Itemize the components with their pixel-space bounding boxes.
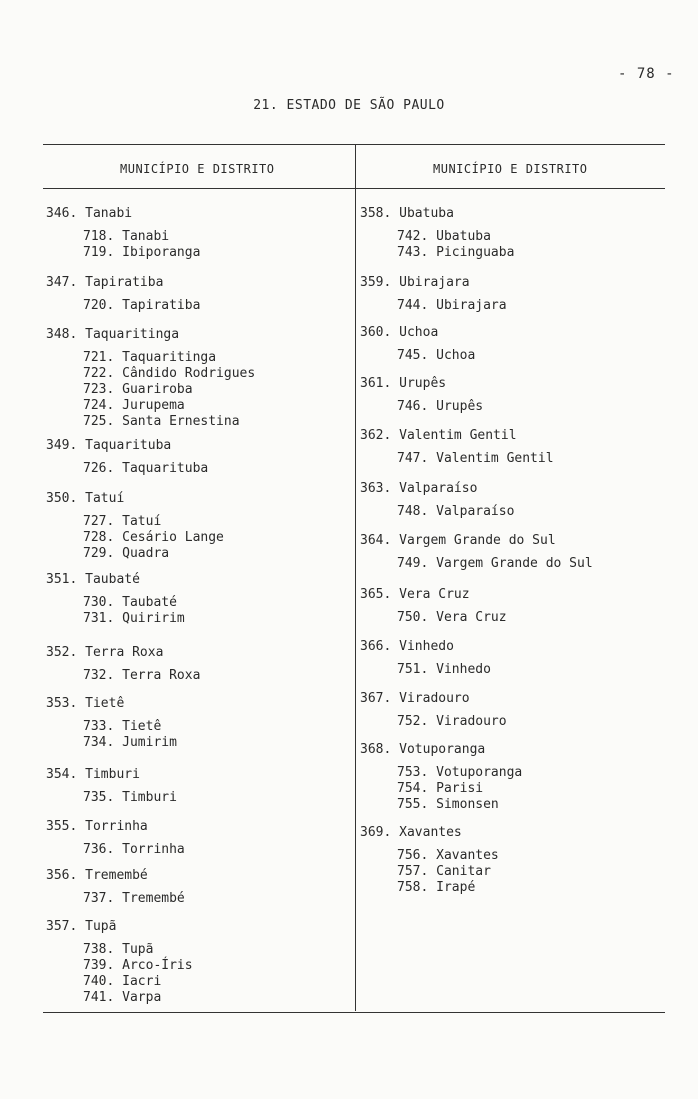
municipio-name: 349. Taquarituba (46, 438, 172, 453)
distrito-list (360, 556, 593, 572)
municipio-name: 359. Ubirajara (360, 275, 470, 290)
column-header-right: MUNICÍPIO E DISTRITO (433, 162, 588, 176)
distrito-item: 728. Cesário Lange (83, 530, 224, 545)
distrito-list (46, 229, 200, 261)
distrito-item: 723. Guariroba (83, 382, 193, 397)
column-divider (355, 144, 356, 1011)
distrito-item: 737. Tremembé (83, 891, 185, 906)
municipio-name: 346. Tanabi (46, 206, 133, 221)
municipio-entry (360, 205, 514, 261)
municipio-name: 366. Vinhedo (360, 639, 454, 654)
municipio-entry (46, 644, 200, 684)
distrito-item: 757. Canitar (397, 864, 491, 879)
distrito-item: 730. Taubaté (83, 595, 177, 610)
distrito-item: 719. Ibiporanga (83, 245, 201, 260)
header-bottom-rule (43, 188, 665, 189)
distrito-list (360, 662, 491, 678)
distrito-item: 739. Arco-Íris (83, 958, 193, 973)
municipio-entry (46, 818, 185, 858)
distrito-item: 744. Ubirajara (397, 298, 507, 313)
distrito-item: 743. Picinguaba (397, 245, 515, 260)
distrito-item: 756. Xavantes (397, 848, 499, 863)
municipio-name: 350. Tatuí (46, 491, 125, 506)
municipio-entry (360, 324, 475, 364)
municipio-entry (46, 918, 193, 1006)
distrito-item: 753. Votuporanga (397, 765, 523, 780)
municipio-entry (360, 427, 554, 467)
municipio-entry (360, 638, 491, 678)
distrito-item: 747. Valentim Gentil (397, 451, 554, 466)
municipio-name: 356. Tremembé (46, 868, 148, 883)
distrito-list (46, 842, 185, 858)
distrito-list (360, 399, 483, 415)
municipio-entry (46, 274, 200, 314)
municipio-name: 351. Taubaté (46, 572, 140, 587)
municipio-entry (46, 766, 177, 806)
municipio-entry (46, 326, 255, 430)
distrito-list (46, 595, 185, 627)
distrito-item: 724. Jurupema (83, 398, 185, 413)
municipio-entry (360, 741, 522, 813)
distrito-list (46, 719, 177, 751)
distrito-item: 758. Irapé (397, 880, 476, 895)
distrito-list (46, 350, 255, 430)
page-number: - 78 - (618, 66, 675, 82)
distrito-item: 732. Terra Roxa (83, 668, 201, 683)
municipio-name: 347. Tapiratiba (46, 275, 164, 290)
distrito-item: 740. Iacri (83, 974, 162, 989)
distrito-item: 749. Vargem Grande do Sul (397, 556, 593, 571)
municipio-entry (46, 437, 208, 477)
distrito-item: 729. Quadra (83, 546, 170, 561)
distrito-list (360, 451, 554, 467)
municipio-name: 364. Vargem Grande do Sul (360, 533, 556, 548)
distrito-item: 727. Tatuí (83, 514, 162, 529)
municipio-name: 348. Taquaritinga (46, 327, 180, 342)
distrito-list (360, 848, 499, 896)
municipio-entry (360, 532, 593, 572)
municipio-entry (46, 867, 185, 907)
municipio-entry (360, 690, 507, 730)
distrito-list (360, 610, 507, 626)
distrito-item: 720. Tapiratiba (83, 298, 201, 313)
municipio-entry (46, 205, 200, 261)
distrito-item: 742. Ubatuba (397, 229, 491, 244)
municipio-entry (46, 490, 224, 562)
municipio-name: 368. Votuporanga (360, 742, 486, 757)
distrito-item: 735. Timburi (83, 790, 177, 805)
distrito-item: 745. Uchoa (397, 348, 476, 363)
distrito-item: 754. Parisi (397, 781, 484, 796)
municipio-entry (360, 274, 507, 314)
municipio-name: 352. Terra Roxa (46, 645, 164, 660)
distrito-list (360, 348, 475, 364)
municipio-name: 361. Urupês (360, 376, 447, 391)
distrito-list (360, 714, 507, 730)
distrito-item: 718. Tanabi (83, 229, 170, 244)
municipio-entry (360, 375, 483, 415)
distrito-item: 726. Taquarituba (83, 461, 209, 476)
distrito-item: 722. Cândido Rodrigues (83, 366, 256, 381)
municipio-name: 353. Tietê (46, 696, 125, 711)
distrito-item: 746. Urupês (397, 399, 484, 414)
municipio-name: 369. Xavantes (360, 825, 462, 840)
municipio-name: 367. Viradouro (360, 691, 470, 706)
distrito-item: 741. Varpa (83, 990, 162, 1005)
municipio-name: 358. Ubatuba (360, 206, 454, 221)
municipio-name: 355. Torrinha (46, 819, 148, 834)
distrito-list (46, 790, 177, 806)
distrito-item: 736. Torrinha (83, 842, 185, 857)
table-top-rule (43, 144, 665, 145)
column-header-left: MUNICÍPIO E DISTRITO (120, 162, 275, 176)
municipio-name: 360. Uchoa (360, 325, 439, 340)
distrito-list (46, 668, 200, 684)
distrito-list (360, 229, 514, 261)
distrito-list (46, 298, 200, 314)
municipio-name: 362. Valentim Gentil (360, 428, 517, 443)
distrito-item: 733. Tietê (83, 719, 162, 734)
distrito-item: 750. Vera Cruz (397, 610, 507, 625)
distrito-list (46, 514, 224, 562)
municipio-name: 363. Valparaíso (360, 481, 478, 496)
municipio-name: 357. Tupã (46, 919, 117, 934)
distrito-list (360, 298, 507, 314)
distrito-item: 731. Quiririm (83, 611, 185, 626)
page-title: 21. ESTADO DE SÃO PAULO (253, 98, 445, 113)
municipio-name: 365. Vera Cruz (360, 587, 470, 602)
distrito-list (46, 942, 193, 1006)
distrito-item: 725. Santa Ernestina (83, 414, 240, 429)
municipio-entry (46, 695, 177, 751)
municipio-entry (360, 824, 499, 896)
distrito-list (46, 461, 208, 477)
municipio-entry (360, 480, 514, 520)
distrito-list (360, 504, 514, 520)
distrito-list (46, 891, 185, 907)
municipio-entry (360, 586, 507, 626)
table-bottom-rule (43, 1012, 665, 1013)
distrito-item: 721. Taquaritinga (83, 350, 217, 365)
distrito-item: 755. Simonsen (397, 797, 499, 812)
distrito-item: 738. Tupã (83, 942, 154, 957)
distrito-item: 748. Valparaíso (397, 504, 515, 519)
municipio-name: 354. Timburi (46, 767, 140, 782)
municipio-entry (46, 571, 185, 627)
distrito-item: 734. Jumirim (83, 735, 177, 750)
distrito-item: 751. Vinhedo (397, 662, 491, 677)
distrito-item: 752. Viradouro (397, 714, 507, 729)
distrito-list (360, 765, 522, 813)
